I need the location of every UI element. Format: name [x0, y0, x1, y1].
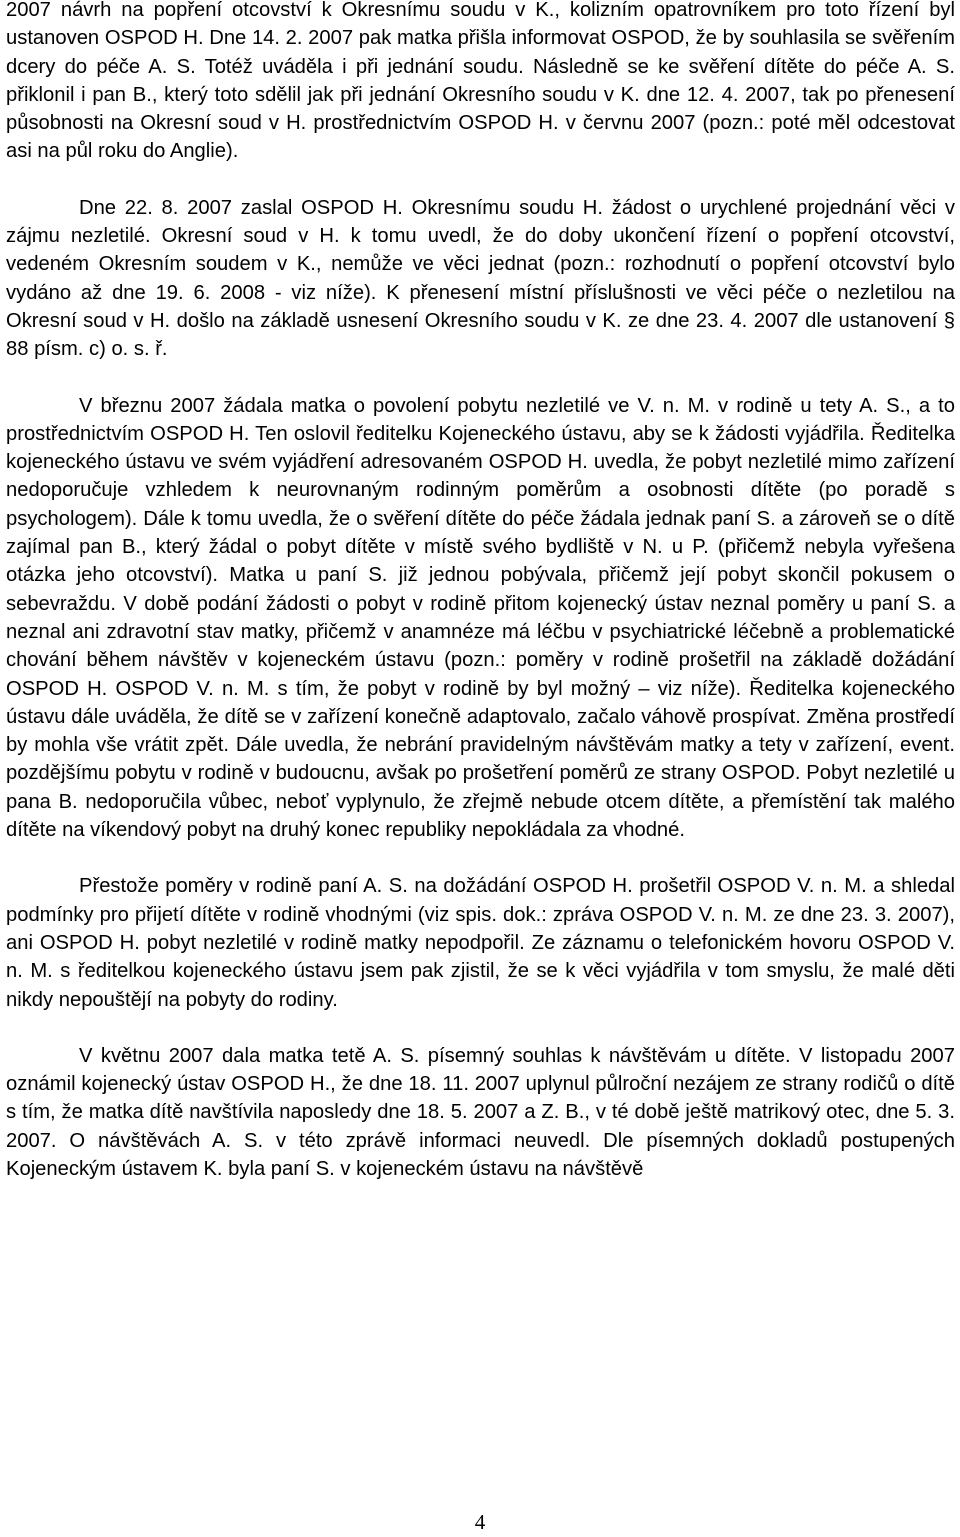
paragraph-gap: [6, 844, 955, 872]
paragraph-1: 2007 návrh na popření otcovství k Okresnímu soudu v K., kolizním opatrovníkem pro toto řízení byl ustanoven OSPOD H. Dne 14. 2. 2007 pak matka přišla informovat OSPOD, že by souhlasila se svěřením dcery do péče A. S. Totéž uváděla i při jednání soudu. Následně se ke svěření dítěte do péče A. S. přiklonil i pan B., který toto sdělil jak při jednání Okresního soudu v K. dne 12. 4. 2007, tak po přenesení působnosti na Okresní soud v H. prostřednictvím OSPOD H. v červnu 2007 (pozn.: poté měl odcestovat asi na půl roku do Anglie).: [6, 0, 955, 163]
paragraph-3: V březnu 2007 žádala matka o povolení pobytu nezletilé ve V. n. M. v rodině u tety A. S., a to prostřednictvím OSPOD H. Ten oslovil ředitelku Kojeneckého ústavu, aby se k žádosti vyjádřila. Ředitelka kojeneckého ústavu ve svém vyjádření adresovaném OSPOD H. uvedla, že pobyt nezletilé mimo zařízení nedoporučuje vzhledem k neurovnaným rodinným poměrům a osobnosti dítěte (po poradě s psychologem). Dále k tomu uvedla, že o svěření dítěte do péče žádala jednak paní S. a zároveň se o dítě zajímal pan B., který žádal o pobyt dítěte v místě svého bydliště v N. u P. (přičemž nebyla vyřešena otázka jeho otcovství). Matka u paní S. již jednou pobývala, přičemž její pobyt skončil pokusem o sebevraždu. V době podání žádosti o pobyt v rodině přitom kojenecký ústav neznal poměry u paní S. a neznal ani zdravotní stav matky, přičemž v anamnéze má léčbu v psychiatrické léčebně a problematické chování během návštěv v kojeneckém ústavu (pozn.: poměry v rodině prošetřil na základě dožádání OSPOD H. OSPOD V. n. M. s tím, že pobyt v rodině by byl možný – viz níže). Ředitelka kojeneckého ústavu dále uváděla, že dítě se v zařízení konečně adaptovalo, začalo váhově prospívat. Změna prostředí by mohla vše vrátit zpět. Dále uvedla, že nebrání pravidelným návštěvám matky a tety v zařízení, event. pozdějšímu pobytu v rodině v budoucnu, avšak po prošetření poměrů ze strany OSPOD. Pobyt nezletilé u pana B. nedoporučila vůbec, neboť vyplynulo, že zřejmě nebude otcem dítěte, a přemístění tak malého dítěte na víkendový pobyt na druhý konec republiky nepokládala za vhodné.: [6, 394, 955, 842]
paragraph-4: Přestože poměry v rodině paní A. S. na dožádání OSPOD H. prošetřil OSPOD V. n. M. a shledal podmínky pro přijetí dítěte v rodině vhodnými (viz spis. dok.: zpráva OSPOD V. n. M. ze dne 23. 3. 2007), ani OSPOD H. pobyt nezletilé v rodině matky nepodpořil. Ze záznamu o telefonickém hovoru OSPOD V. n. M. s ředitelkou kojeneckého ústavu jsem pak zjistil, že se k věci vyjádřila v tom smyslu, že malé děti nikdy nepouštějí na pobyty do rodiny.: [6, 875, 955, 1011]
document-page: [6, 0, 955, 1183]
paragraph-gap: [6, 364, 955, 392]
paragraph-5: V květnu 2007 dala matka tetě A. S. písemný souhlas k návštěvám u dítěte. V listopadu 2007 oznámil kojenecký ústav OSPOD H., že dne 18. 11. 2007 uplynul půlroční nezájem ze strany rodičů o dítě s tím, že matka dítě navštívila naposledy dne 18. 5. 2007 a Z. B., v té době ještě matrikový otec, dne 5. 3. 2007. O návštěvách A. S. v této zprávě informaci neuvedl. Dle písemných dokladů postupených Kojeneckým ústavem K. byla paní S. v kojeneckém ústavu na návštěvě: [6, 1044, 955, 1180]
paragraph-gap: [6, 1014, 955, 1042]
paragraph-gap: [6, 166, 955, 194]
paragraph-2: Dne 22. 8. 2007 zaslal OSPOD H. Okresnímu soudu H. žádost o urychlené projednání věci v zájmu nezletilé. Okresní soud v H. k tomu uvedl, že do doby ukončení řízení o popření otcovství, vedeném Okresním soudem v K., nemůže ve věci jednat (pozn.: rozhodnutí o popření otcovství bylo vydáno až dne 19. 6. 2008 - viz níže). K přenesení místní příslušnosti ve věci péče o nezletilou na Okresní soud v H. došlo na základě usnesení Okresního soudu v K. ze dne 23. 4. 2007 dle ustanovení § 88 písm. c) o. s. ř.: [6, 196, 955, 361]
page-number: 4: [474, 1510, 486, 1534]
